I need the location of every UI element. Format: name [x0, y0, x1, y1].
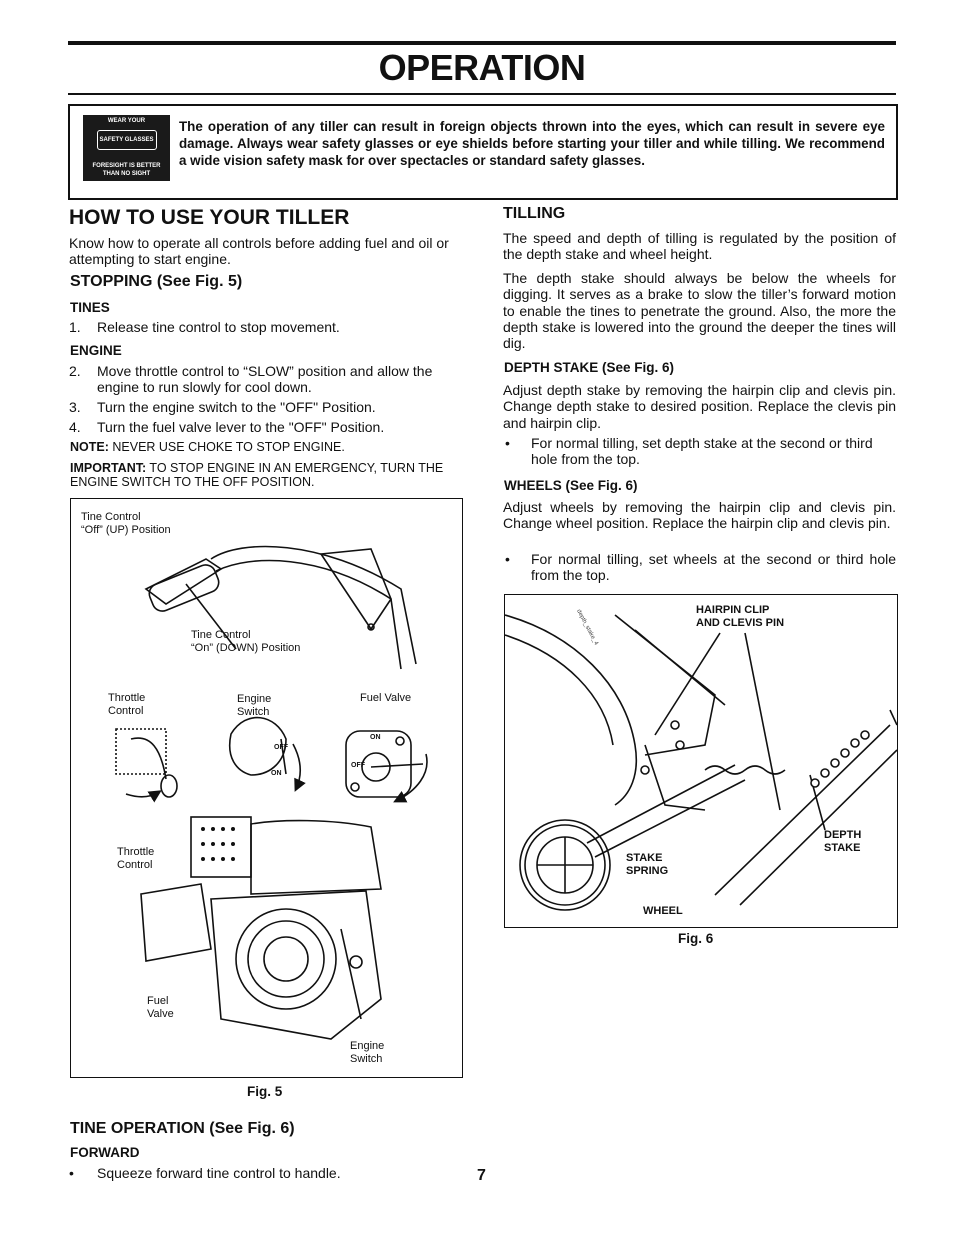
- figure-5-illustration: [71, 499, 462, 1077]
- list-number: 1.: [69, 319, 81, 335]
- wheels-paragraph: Adjust wheels by removing the hairpin clip and clevis pin. Change wheel position. Replace the hairpin clip and clevis pin.: [503, 499, 896, 532]
- list-text: Turn the engine switch to the "OFF" Position.: [97, 399, 376, 415]
- label-wheel: WHEEL: [643, 905, 683, 917]
- page-title: OPERATION: [378, 47, 586, 88]
- icon-text-bot1: FORESIGHT IS BETTER: [92, 163, 161, 169]
- label-engine-switch: Engine Switch: [237, 693, 272, 718]
- tine-operation-heading: TINE OPERATION (See Fig. 6): [70, 1120, 295, 1137]
- list-item: [69, 363, 464, 396]
- safety-glasses-icon: [83, 115, 170, 181]
- tines-heading: TINES: [70, 300, 110, 315]
- stopping-heading: STOPPING (See Fig. 5): [70, 273, 243, 290]
- fuel-off-text: OFF: [351, 762, 365, 769]
- list-item: [503, 435, 896, 468]
- safety-warning-text: The operation of any tiller can result in foreign objects thrown into the eyes, which can result in severe eye damage. Always wear safety glasses or eye shields before starting your tiller and while tilling. We recommend a wide vision safety mask for over spectacles or standard safety glasses.: [179, 119, 885, 168]
- figure-6-caption: Fig. 6: [678, 931, 714, 946]
- figure-5-caption: Fig. 5: [247, 1084, 283, 1099]
- header-rule-top: [68, 41, 896, 45]
- list-number: 4.: [69, 419, 81, 435]
- list-number: 2.: [69, 363, 81, 379]
- section-heading-how-to-use: HOW TO USE YOUR TILLER: [69, 206, 350, 229]
- fuel-on-text: ON: [370, 734, 381, 741]
- label-throttle-control-engine: Throttle Control: [117, 846, 155, 871]
- bullet: •: [505, 435, 510, 451]
- figure-file-tag: depth_stake_4: [575, 608, 599, 647]
- label-fuel-valve-engine: Fuel Valve: [147, 995, 174, 1020]
- icon-text-top: WEAR YOUR: [107, 118, 146, 124]
- important-line: [70, 461, 463, 489]
- figure-6: [504, 594, 898, 928]
- depth-stake-heading: DEPTH STAKE (See Fig. 6): [504, 360, 675, 375]
- list-text: Release tine control to stop movement.: [97, 319, 340, 335]
- list-item: [69, 319, 464, 335]
- label-throttle-control: Throttle Control: [108, 692, 146, 717]
- list-text: Turn the fuel valve lever to the "OFF" Position.: [97, 419, 385, 435]
- tilling-paragraph-1: The speed and depth of tilling is regulated by the position of the depth stake and wheel height.: [503, 230, 896, 263]
- list-text: For normal tilling, set wheels at the second or third hole from the top.: [531, 551, 896, 584]
- list-item: [69, 1165, 464, 1181]
- note-text: NEVER USE CHOKE TO STOP ENGINE.: [108, 440, 345, 454]
- list-text: Squeeze forward tine control to handle.: [97, 1165, 341, 1181]
- list-item: [69, 399, 464, 415]
- list-number: 3.: [69, 399, 81, 415]
- label-depth-stake: DEPTH STAKE: [824, 829, 862, 854]
- tilling-heading: TILLING: [503, 205, 566, 222]
- important-label: IMPORTANT:: [70, 461, 147, 475]
- figure-5: [70, 498, 463, 1078]
- header-rule-bottom: [68, 93, 896, 95]
- label-tine-on: Tine Control “On” (DOWN) Position: [191, 629, 301, 654]
- tilling-paragraph-2: The depth stake should always be below the wheels for digging. It serves as a brake to slow the tiller’s forward motion to enable the tines to penetrate the ground. Also, the more the depth stake is lowered into the ground the deeper the tines will dig.: [503, 270, 896, 352]
- wheels-heading: WHEELS (See Fig. 6): [504, 478, 638, 493]
- list-item: [503, 551, 896, 584]
- dial-off-text: OFF: [274, 744, 288, 751]
- icon-text-bot2: THAN NO SIGHT: [102, 171, 151, 177]
- label-fuel-valve: Fuel Valve: [360, 692, 412, 704]
- list-text: For normal tilling, set depth stake at the second or third hole from the top.: [531, 435, 873, 468]
- list-item: [69, 419, 464, 435]
- engine-heading: ENGINE: [70, 343, 122, 358]
- forward-heading: FORWARD: [70, 1145, 140, 1160]
- dial-on-text: ON: [271, 770, 282, 777]
- figure-6-illustration: [505, 595, 897, 927]
- bullet: •: [69, 1165, 74, 1181]
- page-number: 7: [477, 1167, 486, 1184]
- intro-paragraph: Know how to operate all controls before adding fuel and oil or attempting to start engine.: [69, 235, 449, 268]
- important-text: TO STOP ENGINE IN AN EMERGENCY, TURN THE ENGINE SWITCH TO THE OFF POSITION.: [70, 461, 444, 489]
- label-engine-switch-engine: Engine Switch: [350, 1040, 385, 1065]
- label-tine-off: Tine Control “Off” (UP) Position: [81, 511, 171, 536]
- list-text: Move throttle control to “SLOW” position and allow the engine to run slowly for cool down.: [97, 363, 433, 396]
- note-line: [70, 440, 463, 454]
- note-label: NOTE:: [70, 440, 109, 454]
- label-stake-spring: STAKE SPRING: [626, 852, 669, 877]
- icon-text-mid: SAFETY GLASSES: [97, 130, 157, 150]
- label-hairpin-clip: HAIRPIN CLIP AND CLEVIS PIN: [696, 604, 785, 629]
- bullet: •: [505, 551, 510, 567]
- depth-stake-paragraph: Adjust depth stake by removing the hairpin clip and clevis pin. Change depth stake to desired position. Replace the clevis pin and hairpin clip.: [503, 382, 896, 431]
